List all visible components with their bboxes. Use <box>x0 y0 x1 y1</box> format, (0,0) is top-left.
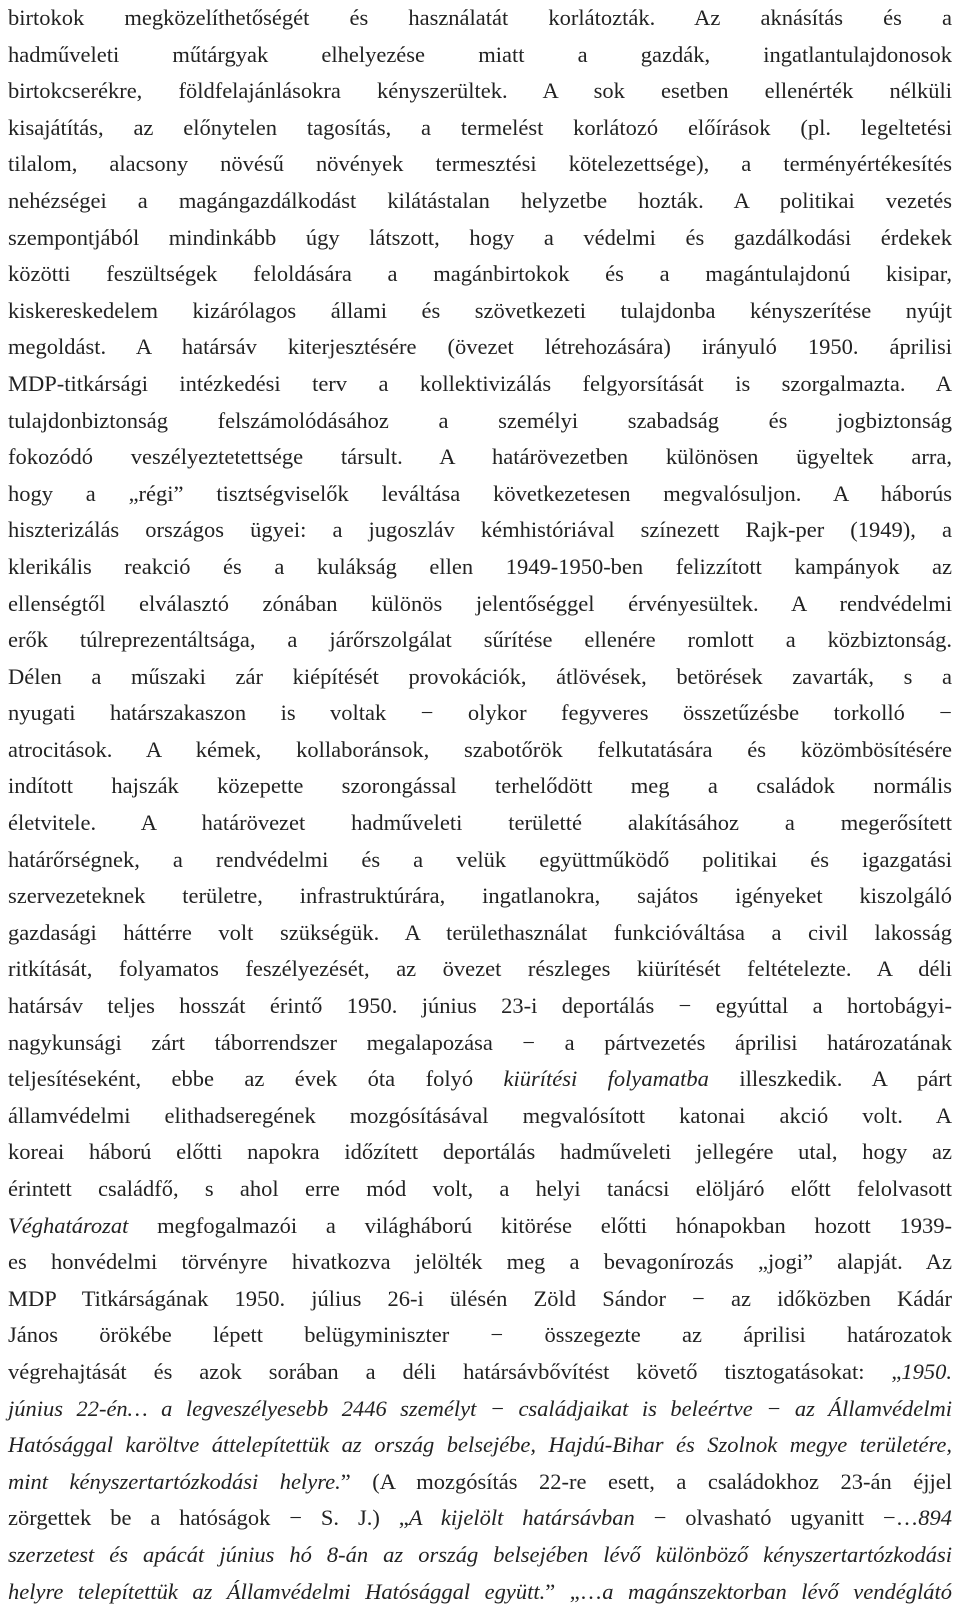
text-line <box>8 915 952 952</box>
text-line <box>8 878 952 915</box>
italic-text-segment: 894 <box>918 1505 952 1531</box>
italic-text-segment: mint kényszertartózkodási helyre. <box>8 1468 341 1494</box>
text-line <box>8 549 952 586</box>
text-line <box>8 146 952 183</box>
text-segment: koreai háború előtti napokra időzített deportálás hadműveleti jellegére utal, hogy az <box>8 1139 952 1165</box>
text-segment: fokozódó veszélyeztetettsége társult. A határövezetben különösen ügyeltek arra, <box>8 444 952 470</box>
document-body-text <box>8 0 952 1610</box>
text-segment: érintett családfő, s ahol erre mód volt, a helyi tanácsi elöljáró előtt felolvasott <box>8 1176 952 1201</box>
text-line <box>8 256 952 293</box>
text-segment: − olvasható ugyanitt −… <box>634 1505 919 1531</box>
text-line <box>8 842 952 879</box>
text-segment: gazdasági háttérre volt szükségük. A területhasználat funkcióváltása a civil lakosság <box>8 919 952 945</box>
text-line <box>8 1281 952 1318</box>
text-line <box>8 1134 952 1171</box>
text-segment: atrocitások. A kémek, kollaboránsok, szabotőrök felkutatására és közömbösítésére <box>8 736 952 762</box>
text-line <box>8 768 952 805</box>
text-line <box>8 220 952 257</box>
text-segment: birtokok megközelíthetőségét és használatát korlátozták. Az aknásítás és a <box>8 5 952 30</box>
text-line <box>8 403 952 440</box>
text-line <box>8 622 952 659</box>
italic-text-segment: A kijelölt határsávban <box>408 1505 635 1531</box>
text-line <box>8 110 952 147</box>
text-line <box>8 951 952 988</box>
text-line <box>8 1317 952 1354</box>
text-segment: hadműveleti műtárgyak elhelyezése miatt a gazdák, ingatlantulajdonosok <box>8 41 952 67</box>
italic-text-segment: kiürítési folyamatba <box>503 1066 709 1092</box>
italic-text-segment: június 22-én… a legveszélyesebb 2446 személyt − családjaikat is beleértve − az Államvédelmi <box>8 1395 952 1421</box>
text-line <box>8 293 952 330</box>
text-segment: határőrségnek, a rendvédelmi és a velük együttműködő politikai és igazgatási <box>8 846 952 872</box>
text-line <box>8 732 952 769</box>
text-segment: államvédelmi elithadseregének mozgósításával megvalósított katonai akció volt. A <box>8 1102 952 1128</box>
text-line <box>8 1500 952 1537</box>
text-line <box>8 73 952 110</box>
text-line <box>8 1391 952 1428</box>
text-line <box>8 1354 952 1391</box>
text-line <box>8 988 952 1025</box>
text-line <box>8 183 952 220</box>
text-segment: szervezeteknek területre, infrastruktúrára, ingatlanokra, sajátos igényeket kiszolgáló <box>8 883 952 909</box>
text-segment: hiszterizálás országos ügyei: a jugoszláv kémhistóriával színezett Rajk-per (1949), a <box>8 517 952 543</box>
text-segment: es honvédelmi törvényre hivatkozva jelölték meg a bevagonírozás „jogi” alapját. Az <box>8 1249 952 1275</box>
text-segment: közötti feszültségek feloldására a magánbirtokok és a magántulajdonú kisipar, <box>8 261 952 287</box>
text-segment: szempontjából mindinkább úgy látszott, hogy a védelmi és gazdálkodási érdekek <box>8 224 952 250</box>
text-line <box>8 476 952 513</box>
italic-text-segment: helyre telepítettük az Államvédelmi Hatósággal együtt. <box>8 1578 546 1604</box>
text-segment: nagykunsági zárt táborrendszer megalapozása − a pártvezetés áprilisi határozatának <box>8 1029 952 1055</box>
text-segment: zörgettek be a hatóságok − S. J.) „ <box>8 1505 409 1531</box>
text-line <box>8 695 952 732</box>
text-segment: ellenségtől elválasztó zónában különös jelentőséggel érvényesültek. A rendvédelmi <box>8 590 952 616</box>
text-segment: MDP-titkársági intézkedési terv a kollektivizálás felgyorsítását is szorgalmazta. A <box>8 370 952 396</box>
italic-text-segment: szerzetest és apácát június hó 8-án az ország belsejében lévő különböző kényszertartózkodási <box>8 1541 952 1567</box>
text-line <box>8 329 952 366</box>
italic-text-segment: 1950. <box>901 1358 952 1384</box>
text-line <box>8 586 952 623</box>
text-segment: ” (A mozgósítás 22-re esett, a családokhoz 23-án éjjel <box>340 1468 953 1494</box>
text-line <box>8 659 952 696</box>
italic-text-segment: a magánszektorban lévő vendéglátó <box>602 1578 953 1604</box>
text-segment: végrehajtását és azok sorában a déli határsávbővítést követő tisztogatásokat: „ <box>8 1358 902 1384</box>
text-line <box>8 1208 952 1245</box>
text-segment: Délen a műszaki zár kiépítését provokációk, átlövések, betörések zavarták, s a <box>8 663 952 689</box>
text-line <box>8 37 952 74</box>
text-segment: nyugati határszakaszon is voltak − olykor fegyveres összetűzésbe torkolló − <box>8 700 952 726</box>
text-line <box>8 1061 952 1098</box>
italic-text-segment: Véghatározat <box>8 1212 129 1238</box>
text-line <box>8 805 952 842</box>
text-segment: ritkítását, folyamatos feszélyezését, az övezet részleges kiürítését feltételezte. A déli <box>8 956 952 982</box>
text-segment: megfogalmazói a világháború kitörése előtti hónapokban hozott 1939- <box>128 1212 952 1238</box>
text-line <box>8 1244 952 1281</box>
text-line <box>8 512 952 549</box>
text-segment: határsáv teljes hosszát érintő 1950. június 23-i deportálás − egyúttal a hortobágyi- <box>8 993 952 1019</box>
text-segment: életvitele. A határövezet hadműveleti területté alakításához a megerősített <box>8 810 952 836</box>
text-line <box>8 1427 952 1464</box>
text-line <box>8 439 952 476</box>
text-segment: teljesítéseként, ebbe az évek óta folyó <box>8 1066 504 1092</box>
text-line <box>8 1464 952 1501</box>
text-segment: erők túlreprezentáltsága, a járőrszolgálat sűrítése ellenére romlott a közbiztonság. <box>8 627 952 653</box>
text-line <box>8 1537 952 1574</box>
text-segment: birtokcserékre, földfelajánlásokra kényszerültek. A sok esetben ellenérték nélküli <box>8 78 952 104</box>
text-segment: hogy a „régi” tisztségviselők leváltása következetesen megvalósuljon. A háborús <box>8 480 952 506</box>
text-segment: MDP Titkárságának 1950. július 26-i ülésén Zöld Sándor − az időközben Kádár <box>8 1285 952 1311</box>
text-segment: illeszkedik. A párt <box>708 1066 953 1092</box>
text-segment: tilalom, alacsony növésű növények termesztési kötelezettsége), a terményértékesítés <box>8 151 952 177</box>
text-segment: ” „… <box>545 1578 603 1604</box>
text-segment: kiskereskedelem kizárólagos állami és szövetkezeti tulajdonba kényszerítése nyújt <box>8 297 952 323</box>
text-segment: indított hajszák közepette szorongással terhelődött meg a családok normális <box>8 773 952 799</box>
text-line <box>8 1025 952 1062</box>
text-line <box>8 1098 952 1135</box>
text-line <box>8 366 952 403</box>
text-line <box>8 1574 952 1610</box>
text-line <box>8 1171 952 1208</box>
text-segment: klerikális reakció és a kulákság ellen 1949-1950-ben felizzított kampányok az <box>8 553 952 579</box>
text-segment: János örökébe lépett belügyminiszter − összegezte az áprilisi határozatok <box>8 1322 952 1348</box>
text-segment: nehézségei a magángazdálkodást kilátástalan helyzetbe hozták. A politikai vezetés <box>8 187 952 213</box>
text-segment: megoldást. A határsáv kiterjesztésére (övezet létrehozására) irányuló 1950. áprilisi <box>8 334 952 360</box>
text-segment: kisajátítás, az előnytelen tagosítás, a termelést korlátozó előírások (pl. legeltetési <box>8 114 952 140</box>
text-line <box>8 0 952 37</box>
text-segment: tulajdonbiztonság felszámolódásához a személyi szabadság és jogbiztonság <box>8 407 952 433</box>
italic-text-segment: Hatósággal karöltve áttelepítettük az ország belsejébe, Hajdú-Bihar és Szolnok megye területére, <box>8 1432 952 1458</box>
